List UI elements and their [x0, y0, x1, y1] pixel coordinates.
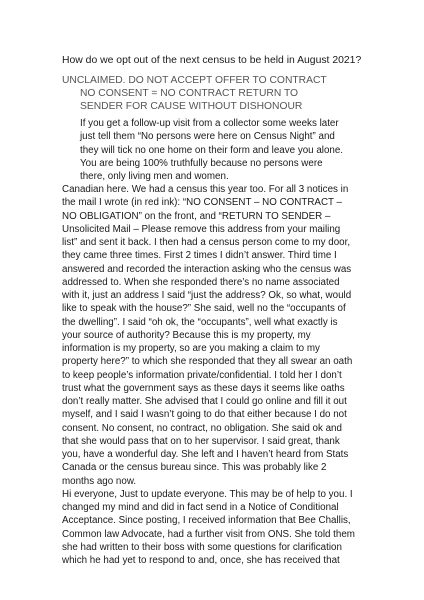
- body-line: that she would pass that on to her supervisor. I said great, thank: [62, 435, 340, 447]
- body-line: Canada or the census bureau since. This was probably like 2: [62, 462, 327, 474]
- notice-line: UNCLAIMED. DO NOT ACCEPT OFFER TO CONTRACT: [62, 75, 327, 86]
- notice-line: SENDER FOR CAUSE WITHOUT DISHONOUR: [80, 101, 303, 112]
- document-heading: How do we opt out of the next census to be held in August 2021?: [62, 55, 362, 66]
- body-line: like to speak with the house?” She said, well no the “occupants of: [62, 303, 346, 315]
- notice-line: NO CONSENT = NO CONTRACT RETURN TO: [80, 88, 299, 99]
- tip-line: You are being 100% truthfully because no persons were: [80, 157, 323, 169]
- body-line: months ago now.: [62, 475, 137, 487]
- tip-line: If you get a follow-up visit from a collector some weeks later: [80, 118, 339, 129]
- body-line: NO OBLIGATION” on the front, and “RETURN TO SENDER –: [62, 210, 331, 222]
- body-line: property here?” to which she responded that they all swear an oath: [62, 356, 353, 368]
- body-line: myself, and I said I wasn’t going to do that either because I do not: [62, 409, 347, 421]
- tip-line: they will tick no one home on their form and leave you alone.: [80, 144, 344, 156]
- body-line: consent. No consent, no contract, no obligation. She said ok and: [62, 422, 342, 434]
- body-line: the mail I wrote (in red ink): “NO CONSENT – NO CONTRACT –: [62, 197, 342, 209]
- body-line: she had written to their boss with some questions for clarification: [62, 541, 342, 553]
- body-line: list” and sent it back. I then had a census person come to my door,: [62, 237, 351, 248]
- body-line: addressed to. When she responded there’s no name associated: [62, 276, 340, 288]
- notice-block: [62, 74, 412, 113]
- tip-paragraph: [80, 117, 410, 183]
- body-line: with it, just an address I said “just the address? Ok, so what, would: [62, 290, 352, 301]
- body-line: your source of authority? Because this is my property, my: [62, 329, 311, 341]
- body-line: don’t really matter. She advised that I could go online and fill it out: [62, 396, 347, 407]
- body-line: changed my mind and did in fact send in a Notice of Conditional: [62, 502, 339, 513]
- body-line: to keep people’s information private/confidential. I told her I don’t: [62, 369, 342, 381]
- body-line: information is my property, so are you making a claim to my: [62, 343, 320, 354]
- body-line: which he had yet to respond to and, once, she has received that: [62, 555, 340, 566]
- body-line: Hi everyone, Just to update everyone. This may be of help to you. I: [62, 488, 353, 500]
- tip-line: just tell them “No persons were here on Census Night” and: [80, 131, 335, 143]
- body-line: they came three times. First 2 times I didn’t answer. Third time I: [62, 250, 337, 262]
- body-line: Unsolicited Mail – Please remove this address from your mailing: [62, 223, 341, 235]
- body-line: Canadian here. We had a census this year too. For all 3 notices in: [62, 184, 349, 195]
- body-paragraphs: [62, 183, 407, 567]
- body-line: trust what the government says as these days it seems like oaths: [62, 382, 345, 394]
- tip-line: there, only living men and women.: [80, 171, 229, 183]
- body-line: the dwelling”. I said “oh ok, the “occupants”, well what exactly is: [62, 316, 338, 328]
- body-line: answered and recorded the interaction asking who the census was: [62, 263, 352, 275]
- body-line: you, have a wonderful day. She left and I haven’t heard from Stats: [62, 449, 349, 460]
- body-line: Common law Advocate, had a further visit from ONS. She told them: [62, 528, 355, 540]
- body-line: Acceptance. Since posting, I received information that Bee Challis,: [62, 515, 351, 527]
